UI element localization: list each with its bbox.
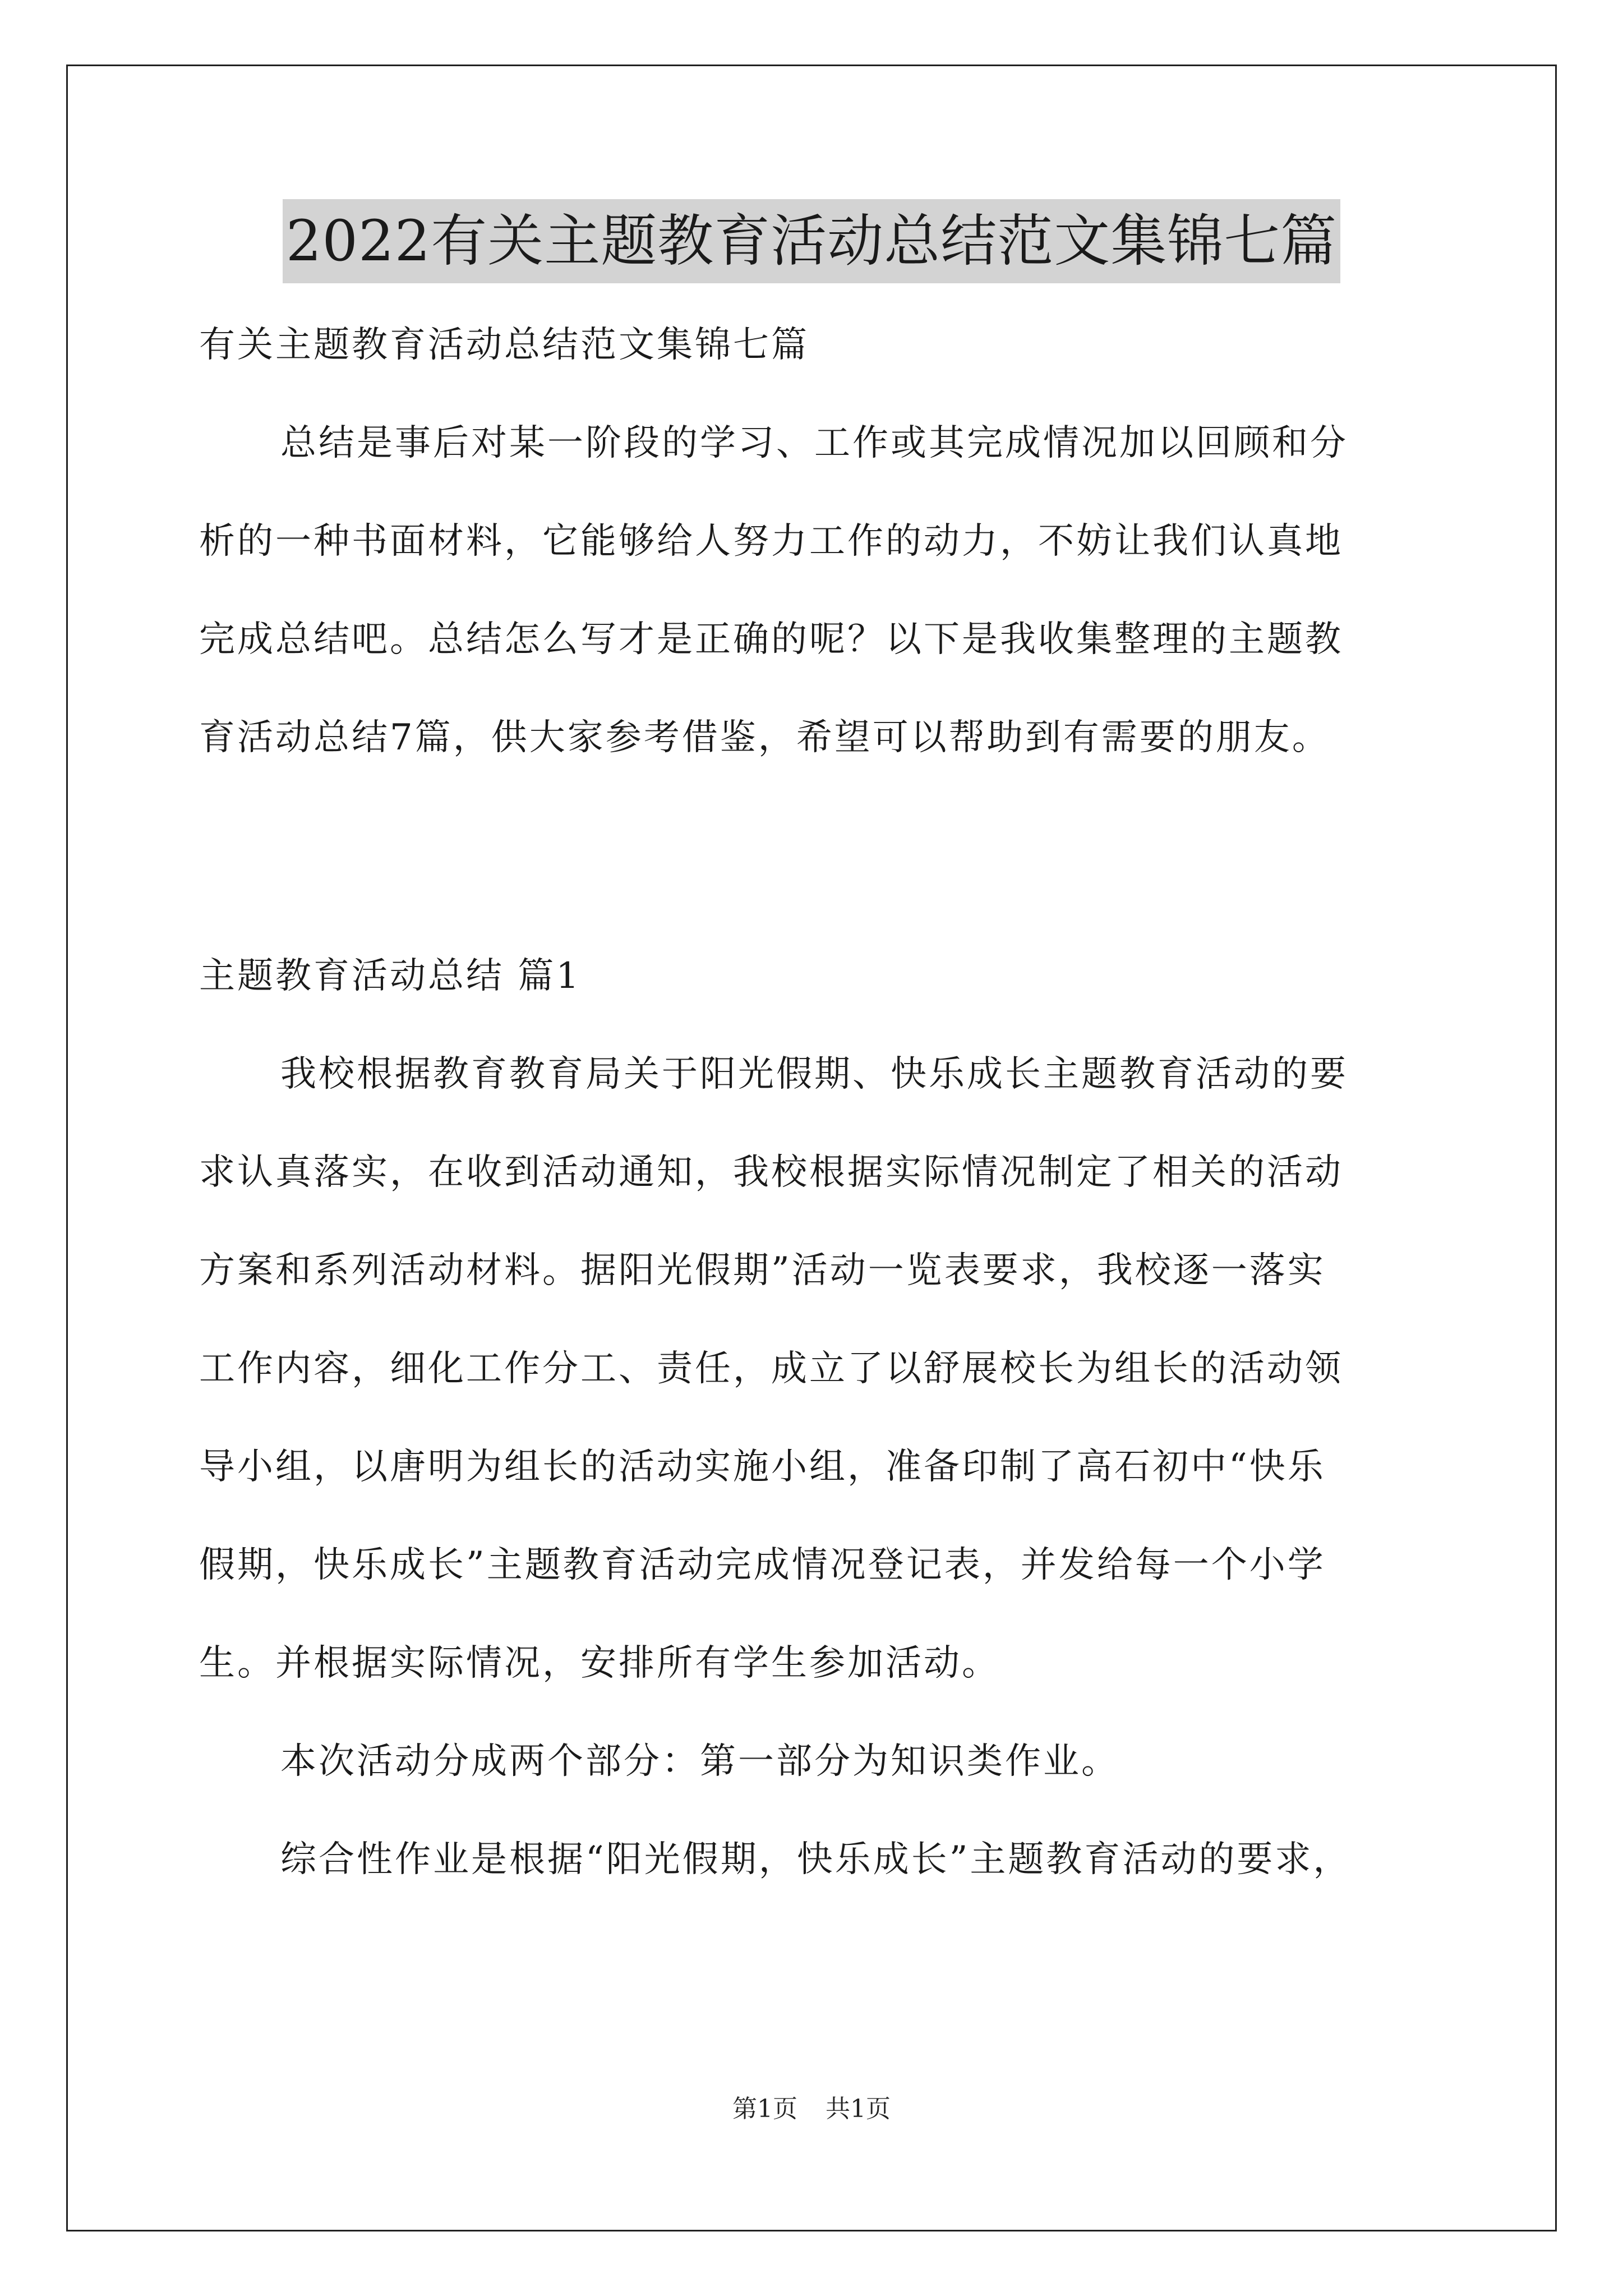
subtitle: 有关主题教育活动总结范文集锦七篇 [199,324,809,366]
page-footer [0,2092,1623,2126]
paragraph-line: 综合性作业是根据“阳光假期，快乐成长”主题教育活动的要求， [280,1839,1352,1880]
paragraph-line: 方案和系列活动材料。据阳光假期”活动一览表要求，我校逐一落实 [199,1250,1326,1291]
paragraph-line: 假期，快乐成长”主题教育活动完成情况登记表，并发给每一个小学 [199,1544,1326,1586]
page-total: 共1页 [826,2095,891,2123]
paragraph-line: 工作内容，细化工作分工、责任，成立了以舒展校长为组长的活动领 [199,1348,1343,1389]
paragraph-line: 我校根据教育教育局关于阳光假期、快乐成长主题教育活动的要 [280,1053,1348,1095]
paragraph-line: 导小组，以唐明为组长的活动实施小组，准备印制了高石初中“快乐 [199,1446,1326,1488]
section-heading: 主题教育活动总结 篇1 [199,955,582,997]
paragraph-line: 生。并根据实际情况，安排所有学生参加活动。 [199,1642,1000,1684]
paragraph-line: 求认真落实，在收到活动通知，我校根据实际情况制定了相关的活动 [199,1152,1343,1193]
intro-line: 育活动总结7篇，供大家参考借鉴，希望可以帮助到有需要的朋友。 [199,717,1330,758]
document-title [0,199,1623,283]
page-number: 第1页 [732,2095,797,2123]
intro-line: 完成总结吧。总结怎么写才是正确的呢？以下是我收集整理的主题教 [199,619,1343,660]
paragraph-line: 本次活动分成两个部分：第一部分为知识类作业。 [280,1741,1119,1782]
intro-line: 总结是事后对某一阶段的学习、工作或其完成情况加以回顾和分 [280,422,1348,464]
document-title-text: 2022有关主题教育活动总结范文集锦七篇 [283,199,1341,283]
intro-line: 析的一种书面材料，它能够给人努力工作的动力，不妨让我们认真地 [199,521,1343,562]
